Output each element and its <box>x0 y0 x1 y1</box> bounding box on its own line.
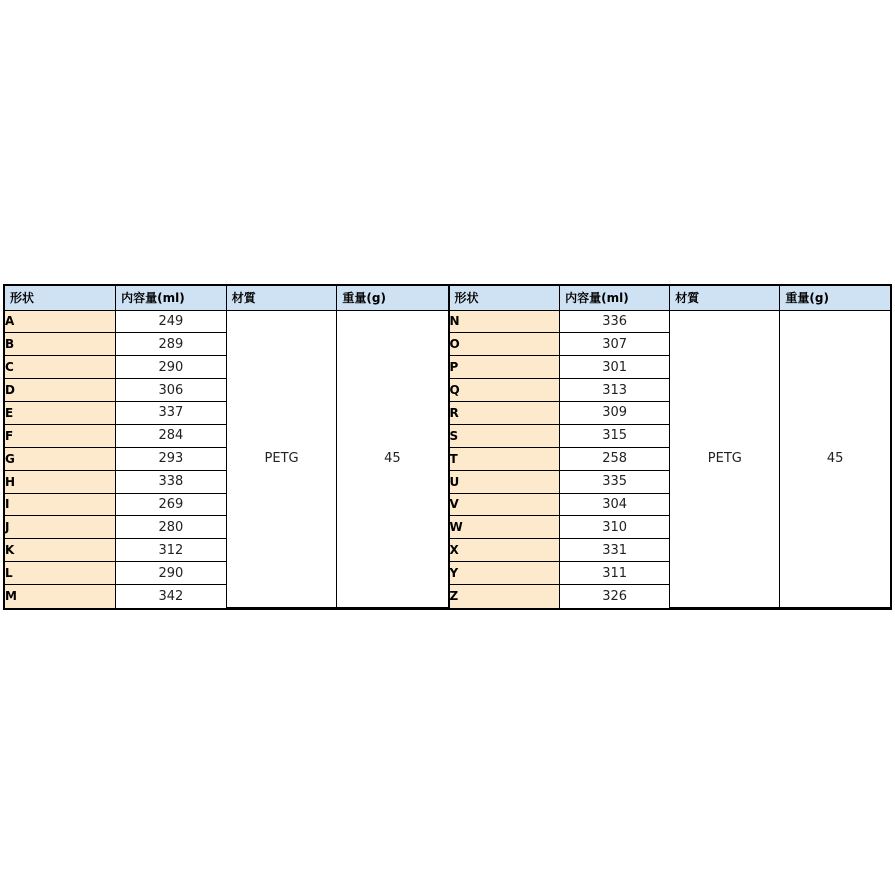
spec-table-left <box>5 286 448 608</box>
capacity-cell: 293 <box>116 447 227 470</box>
capacity-cell: 304 <box>560 493 670 516</box>
shape-cell: D <box>5 379 116 402</box>
capacity-cell: 311 <box>560 562 670 585</box>
header-material: 材質 <box>226 286 337 310</box>
shape-cell: K <box>5 539 116 562</box>
table-row <box>5 310 448 333</box>
shape-cell: L <box>5 562 116 585</box>
spec-table-right <box>450 286 891 608</box>
header-capacity: 内容量(ml) <box>560 286 670 310</box>
header-shape: 形状 <box>450 286 560 310</box>
header-weight: 重量(g) <box>780 286 890 310</box>
shape-cell: J <box>5 516 116 539</box>
capacity-cell: 342 <box>116 585 227 608</box>
capacity-cell: 284 <box>116 424 227 447</box>
header-material: 材質 <box>670 286 780 310</box>
capacity-cell: 313 <box>560 379 670 402</box>
spec-sheet <box>3 284 892 610</box>
right-panel <box>448 286 891 608</box>
shape-cell: H <box>5 470 116 493</box>
capacity-cell: 309 <box>560 402 670 425</box>
capacity-cell: 290 <box>116 356 227 379</box>
material-cell: PETG <box>670 310 780 608</box>
header-shape: 形状 <box>5 286 116 310</box>
shape-cell: E <box>5 402 116 425</box>
capacity-cell: 331 <box>560 539 670 562</box>
shape-cell: B <box>5 333 116 356</box>
header-row <box>5 286 448 310</box>
table-body <box>450 310 891 608</box>
header-capacity: 内容量(ml) <box>116 286 227 310</box>
capacity-cell: 312 <box>116 539 227 562</box>
shape-cell: W <box>450 516 560 539</box>
capacity-cell: 290 <box>116 562 227 585</box>
capacity-cell: 336 <box>560 310 670 333</box>
table-body <box>5 310 448 608</box>
capacity-cell: 307 <box>560 333 670 356</box>
capacity-cell: 280 <box>116 516 227 539</box>
capacity-cell: 301 <box>560 356 670 379</box>
shape-cell: A <box>5 310 116 333</box>
shape-cell: X <box>450 539 560 562</box>
shape-cell: N <box>450 310 560 333</box>
capacity-cell: 249 <box>116 310 227 333</box>
shape-cell: U <box>450 470 560 493</box>
capacity-cell: 258 <box>560 447 670 470</box>
capacity-cell: 338 <box>116 470 227 493</box>
shape-cell: G <box>5 447 116 470</box>
capacity-cell: 337 <box>116 402 227 425</box>
shape-cell: P <box>450 356 560 379</box>
capacity-cell: 289 <box>116 333 227 356</box>
shape-cell: V <box>450 493 560 516</box>
shape-cell: R <box>450 402 560 425</box>
capacity-cell: 269 <box>116 493 227 516</box>
shape-cell: S <box>450 424 560 447</box>
capacity-cell: 335 <box>560 470 670 493</box>
capacity-cell: 326 <box>560 585 670 608</box>
weight-cell: 45 <box>780 310 890 608</box>
shape-cell: C <box>5 356 116 379</box>
capacity-cell: 310 <box>560 516 670 539</box>
shape-cell: T <box>450 447 560 470</box>
shape-cell: Q <box>450 379 560 402</box>
shape-cell: F <box>5 424 116 447</box>
shape-cell: M <box>5 585 116 608</box>
shape-cell: Z <box>450 585 560 608</box>
shape-cell: O <box>450 333 560 356</box>
shape-cell: Y <box>450 562 560 585</box>
capacity-cell: 315 <box>560 424 670 447</box>
left-panel <box>5 286 448 608</box>
shape-cell: I <box>5 493 116 516</box>
weight-cell: 45 <box>337 310 448 608</box>
table-row <box>450 310 891 333</box>
capacity-cell: 306 <box>116 379 227 402</box>
material-cell: PETG <box>226 310 337 608</box>
header-weight: 重量(g) <box>337 286 448 310</box>
header-row <box>450 286 891 310</box>
